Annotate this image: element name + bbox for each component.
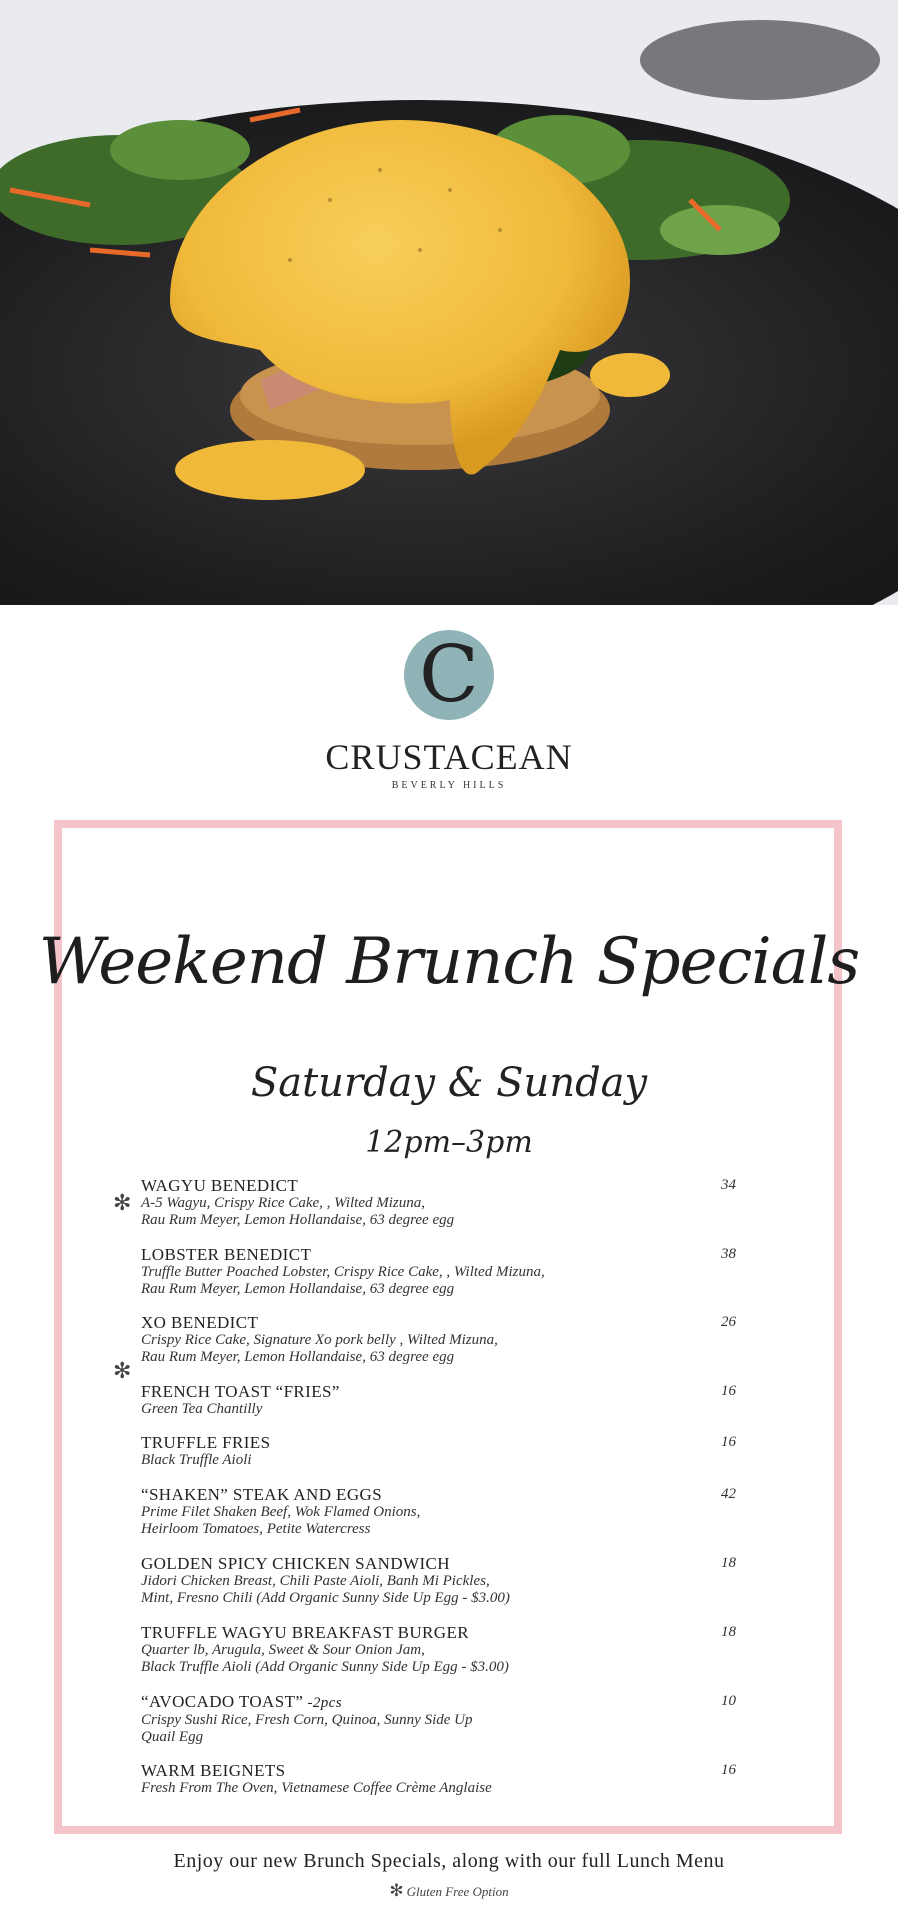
menu-item-name: LOBSTER BENEDICT bbox=[141, 1245, 312, 1264]
menu-item bbox=[141, 1555, 741, 1607]
menu-item-price: 16 bbox=[721, 1434, 736, 1450]
hero-food-photo bbox=[0, 0, 898, 605]
menu-item-name-text: “AVOCADO TOAST” bbox=[141, 1692, 304, 1711]
menu-item-name: “SHAKEN” STEAK AND EGGS bbox=[141, 1485, 383, 1504]
menu-item-price: 10 bbox=[721, 1693, 736, 1709]
logo-emblem bbox=[404, 630, 494, 720]
brand-subtitle: BEVERLY HILLS bbox=[391, 780, 507, 791]
menu-item-description: Crispy Sushi Rice, Fresh Corn, Quinoa, Sunny Side Up Quail Egg bbox=[141, 1712, 473, 1745]
menu-days: Saturday & Sunday bbox=[250, 1060, 648, 1106]
menu-item-description: Black Truffle Aioli bbox=[141, 1452, 252, 1468]
menu-item bbox=[141, 1434, 741, 1469]
menu-item-description: Crispy Rice Cake, Signature Xo pork belly , Wilted Mizuna, Rau Rum Meyer, Lemon Hollandaise, 63 degree egg bbox=[141, 1332, 498, 1365]
menu-item-price: 16 bbox=[721, 1383, 736, 1399]
menu-item-description: Green Tea Chantilly bbox=[141, 1401, 263, 1417]
menu-item-price: 16 bbox=[721, 1762, 736, 1778]
menu-item-name-suffix: -2pcs bbox=[303, 1695, 342, 1711]
menu-item-description: Quarter lb, Arugula, Sweet & Sour Onion Jam, Black Truffle Aioli (Add Organic Sunny Side Up Egg - $3.00) bbox=[141, 1642, 509, 1675]
brand-name: CRUSTACEAN bbox=[325, 737, 573, 777]
menu-title: Weekend Brunch Specials bbox=[38, 925, 860, 999]
menu-item bbox=[141, 1486, 741, 1538]
gluten-free-icon: ✻ bbox=[113, 1359, 132, 1384]
menu-item-price: 26 bbox=[721, 1314, 736, 1330]
gluten-free-icon: ✻ bbox=[113, 1191, 132, 1216]
menu-item bbox=[141, 1246, 741, 1298]
menu-item-name: XO BENEDICT bbox=[141, 1313, 259, 1332]
menu-item-name: FRENCH TOAST “FRIES” bbox=[141, 1382, 340, 1401]
footer-message: Enjoy our new Brunch Specials, along with our full Lunch Menu bbox=[173, 1850, 725, 1872]
menu-hours: 12pm–3pm bbox=[365, 1125, 533, 1160]
menu-item-price: 34 bbox=[721, 1177, 736, 1193]
menu-item-description: Fresh From The Oven, Vietnamese Coffee Crème Anglaise bbox=[141, 1780, 492, 1796]
menu-item-name bbox=[141, 1693, 741, 1712]
menu-item bbox=[141, 1383, 741, 1418]
gluten-free-icon: ✻ bbox=[389, 1881, 404, 1900]
gluten-free-legend bbox=[0, 1881, 898, 1901]
menu-item-description: A-5 Wagyu, Crispy Rice Cake, , Wilted Mizuna, Rau Rum Meyer, Lemon Hollandaise, 63 degree egg bbox=[141, 1195, 455, 1228]
menu-item-description: Truffle Butter Poached Lobster, Crispy Rice Cake, , Wilted Mizuna, Rau Rum Meyer, Lemon Hollandaise, 63 degree egg bbox=[141, 1264, 545, 1297]
menu-item-name: WARM BEIGNETS bbox=[141, 1761, 286, 1780]
gluten-free-legend-text: Gluten Free Option bbox=[406, 1884, 509, 1899]
menu-item-name: GOLDEN SPICY CHICKEN SANDWICH bbox=[141, 1554, 450, 1573]
menu-item bbox=[141, 1693, 741, 1746]
menu-item bbox=[141, 1762, 741, 1797]
menu-item-price: 18 bbox=[721, 1624, 736, 1640]
menu-item-name: TRUFFLE WAGYU BREAKFAST BURGER bbox=[141, 1623, 469, 1642]
menu-item-name: TRUFFLE FRIES bbox=[141, 1433, 271, 1452]
menu-item-description: Jidori Chicken Breast, Chili Paste Aioli, Banh Mi Pickles, Mint, Fresno Chili (Add Organic Sunny Side Up Egg - $3.00) bbox=[141, 1573, 510, 1606]
eggs-benedict-illustration bbox=[0, 0, 898, 605]
menu-item-description: Prime Filet Shaken Beef, Wok Flamed Onions, Heirloom Tomatoes, Petite Watercress bbox=[141, 1504, 421, 1537]
menu-item-price: 42 bbox=[721, 1486, 736, 1502]
menu-item-price: 18 bbox=[721, 1555, 736, 1571]
menu-item bbox=[141, 1177, 741, 1229]
brand-logo bbox=[0, 630, 898, 791]
logo-initial: C bbox=[419, 630, 479, 720]
menu-item-name: WAGYU BENEDICT bbox=[141, 1176, 299, 1195]
menu-item bbox=[141, 1624, 741, 1676]
menu-item-price: 38 bbox=[721, 1246, 736, 1262]
menu-item bbox=[141, 1314, 741, 1366]
